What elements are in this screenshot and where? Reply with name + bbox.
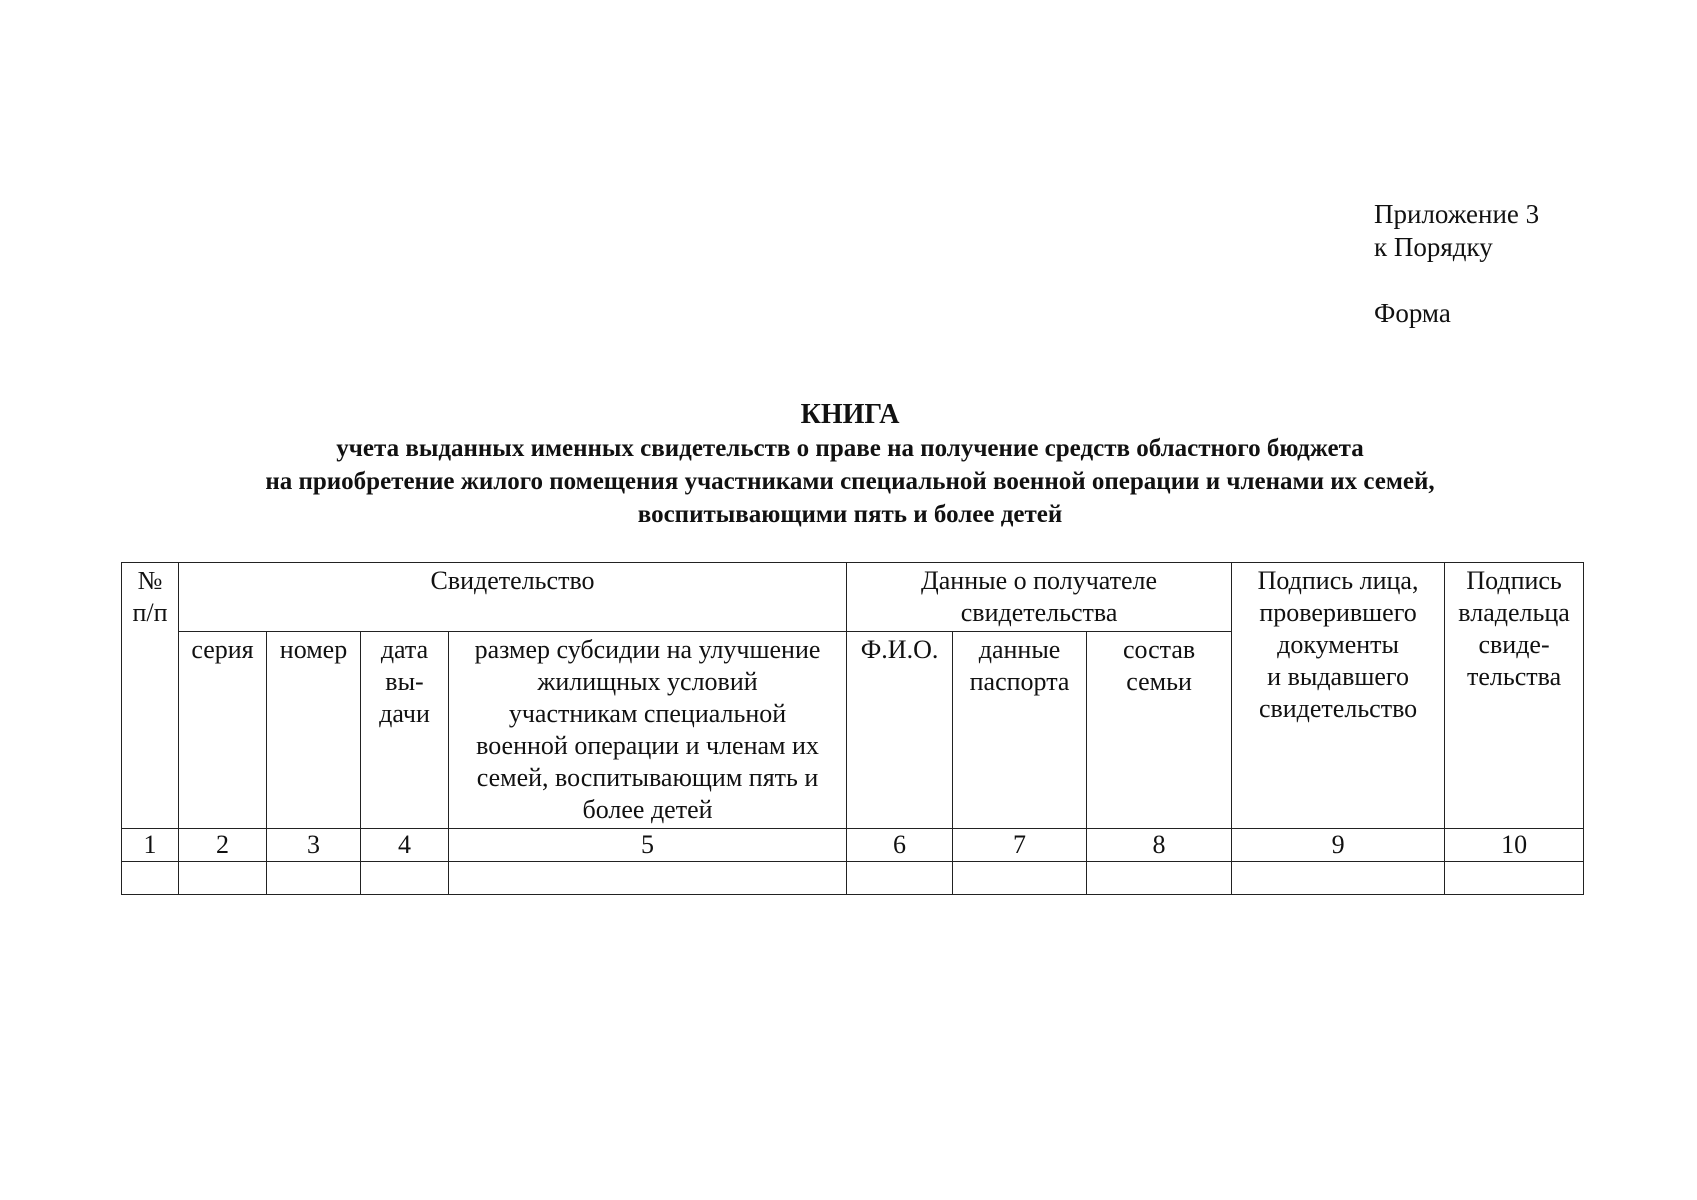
empty-cell bbox=[361, 862, 449, 895]
column-number-cell: 5 bbox=[449, 829, 847, 862]
table-header-row bbox=[122, 563, 1584, 632]
table-row bbox=[122, 862, 1584, 895]
column-number-cell: 6 bbox=[847, 829, 953, 862]
column-number-cell: 7 bbox=[953, 829, 1087, 862]
column-number-cell: 10 bbox=[1445, 829, 1584, 862]
empty-cell bbox=[1087, 862, 1232, 895]
empty-cell bbox=[1445, 862, 1584, 895]
column-number-cell: 8 bbox=[1087, 829, 1232, 862]
subheader-cell-number: номер bbox=[267, 632, 361, 829]
column-number-cell: 2 bbox=[179, 829, 267, 862]
subheader-cell-full-name: Ф.И.О. bbox=[847, 632, 953, 829]
annex-block bbox=[1374, 198, 1539, 330]
column-number-row bbox=[122, 829, 1584, 862]
header-cell-checker-signature: Подпись лица, проверившего документы и выдавшего свидетельство bbox=[1232, 563, 1445, 829]
subheader-cell-passport: данные паспорта bbox=[953, 632, 1087, 829]
subheader-cell-issue-date: дата вы- дачи bbox=[361, 632, 449, 829]
header-cell-recipient: Данные о получателе свидетельства bbox=[847, 563, 1232, 632]
header-cell-owner-signature: Подпись владельца свиде- тельства bbox=[1445, 563, 1584, 829]
column-number-cell: 3 bbox=[267, 829, 361, 862]
empty-cell bbox=[122, 862, 179, 895]
document-subtitle-line-1: учета выданных именных свидетельств о праве на получение средств областного бюджета bbox=[336, 435, 1364, 462]
header-cell-number: № п/п bbox=[122, 563, 179, 829]
column-number-cell: 1 bbox=[122, 829, 179, 862]
empty-cell bbox=[267, 862, 361, 895]
document-subtitle-line-3: воспитывающими пять и более детей bbox=[637, 501, 1063, 528]
header-cell-certificate: Свидетельство bbox=[179, 563, 847, 632]
empty-cell bbox=[1232, 862, 1445, 895]
register-table bbox=[121, 562, 1584, 895]
subheader-cell-subsidy-amount: размер субсидии на улучшение жилищных условий участникам специальной военной операции и членам их семей, воспитывающим пять и более детей bbox=[449, 632, 847, 829]
annex-reference: к Порядку bbox=[1374, 232, 1493, 262]
empty-cell bbox=[449, 862, 847, 895]
column-number-cell: 4 bbox=[361, 829, 449, 862]
subheader-cell-family: состав семьи bbox=[1087, 632, 1232, 829]
empty-cell bbox=[179, 862, 267, 895]
subheader-cell-series: серия bbox=[179, 632, 267, 829]
document-heading bbox=[120, 398, 1580, 531]
empty-cell bbox=[847, 862, 953, 895]
form-label: Форма bbox=[1374, 298, 1451, 328]
empty-cell bbox=[953, 862, 1087, 895]
document-title: КНИГА bbox=[800, 399, 900, 430]
annex-label: Приложение 3 bbox=[1374, 199, 1540, 229]
column-number-cell: 9 bbox=[1232, 829, 1445, 862]
document-subtitle-line-2: на приобретение жилого помещения участниками специальной военной операции и членами их семей, bbox=[265, 468, 1435, 495]
